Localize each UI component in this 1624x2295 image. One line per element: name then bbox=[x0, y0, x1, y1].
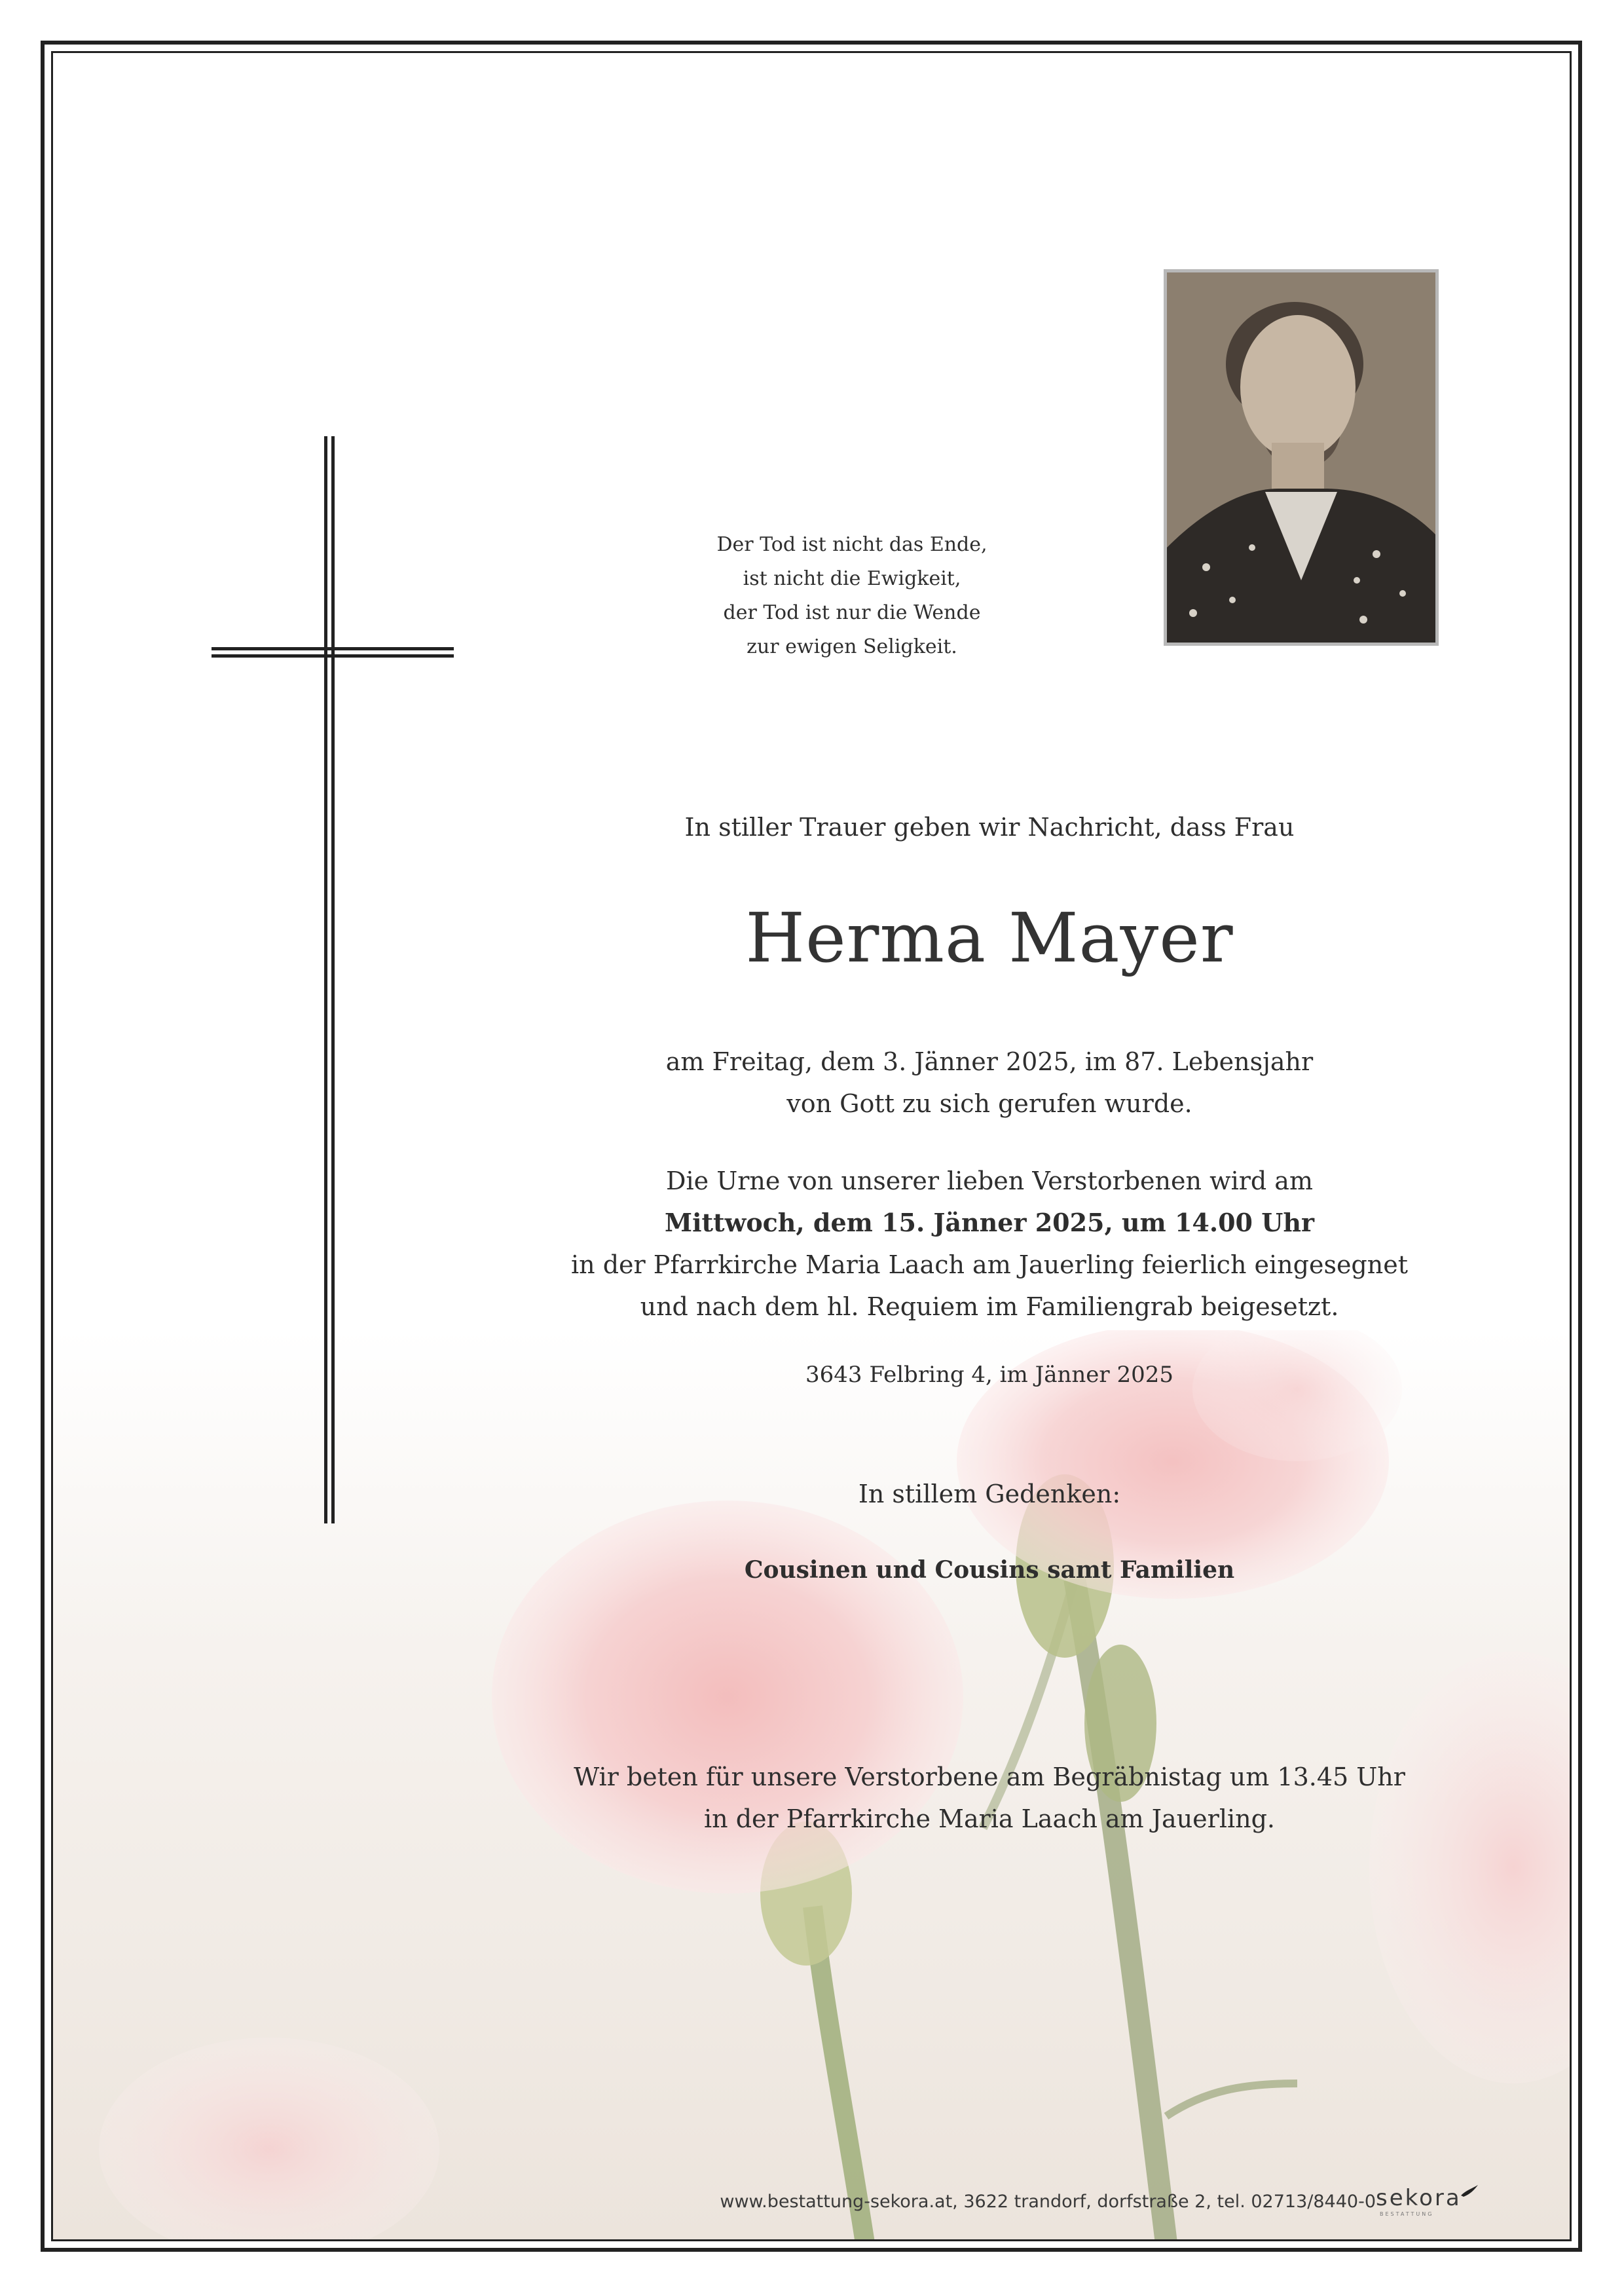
poem-line: Der Tod ist nicht das Ende, bbox=[716, 533, 987, 556]
death-notice bbox=[511, 1041, 1467, 1125]
prayer-notice bbox=[511, 1756, 1467, 1840]
poem-line: zur ewigen Seligkeit. bbox=[747, 635, 957, 658]
deceased-name: Herma Mayer bbox=[745, 898, 1234, 978]
ceremony-date: Mittwoch, dem 15. Jänner 2025, um 14.00 Uhr bbox=[665, 1208, 1314, 1237]
prayer-line: in der Pfarrkirche Maria Laach am Jauerling. bbox=[703, 1804, 1275, 1833]
poem-line: ist nicht die Ewigkeit, bbox=[743, 567, 961, 590]
prayer-line: Wir beten für unsere Verstorbene am Begräbnistag um 13.45 Uhr bbox=[574, 1763, 1405, 1791]
logo-subtext: BESTATTUNG bbox=[1380, 2211, 1434, 2217]
memory-heading: In stillem Gedenken: bbox=[858, 1480, 1121, 1508]
sekora-logo bbox=[1376, 2185, 1462, 2217]
mourners: Cousinen und Cousins samt Familien bbox=[744, 1556, 1235, 1584]
urn-line: in der Pfarrkirche Maria Laach am Jauerling feierlich eingesegnet bbox=[571, 1250, 1408, 1279]
bird-icon bbox=[1460, 2184, 1479, 2201]
urn-ceremony-notice bbox=[511, 1160, 1467, 1328]
poem bbox=[629, 528, 1075, 664]
death-line: von Gott zu sich gerufen wurde. bbox=[786, 1089, 1192, 1118]
cross-icon bbox=[212, 436, 454, 1523]
place-date: 3643 Felbring 4, im Jänner 2025 bbox=[805, 1362, 1173, 1388]
logo-wordmark: sekora bbox=[1376, 2185, 1462, 2211]
death-line: am Freitag, dem 3. Jänner 2025, im 87. Lebensjahr bbox=[665, 1047, 1314, 1076]
deceased-portrait-photo bbox=[1164, 269, 1439, 646]
urn-line: Die Urne von unserer lieben Verstorbenen wird am bbox=[666, 1166, 1313, 1195]
intro-text: In stiller Trauer geben wir Nachricht, dass Frau bbox=[684, 813, 1295, 842]
urn-line: und nach dem hl. Requiem im Familiengrab beigesetzt. bbox=[640, 1292, 1339, 1321]
poem-line: der Tod ist nur die Wende bbox=[723, 601, 981, 624]
funeral-home-contact: www.bestattung-sekora.at, 3622 trandorf, dorfstraße 2, tel. 02713/8440-0 bbox=[720, 2192, 1376, 2212]
inner-frame bbox=[51, 51, 1572, 2241]
